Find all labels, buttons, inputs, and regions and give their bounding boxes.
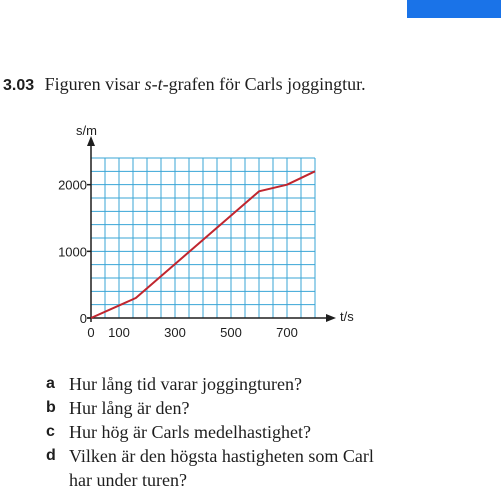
question-text: Vilken är den högsta hastigheten som Carl [69,446,374,466]
question-text: Hur lång tid varar joggingturen? [69,374,302,394]
question-letter: c [46,423,55,440]
y-axis-label: s/m [76,123,97,138]
question-text: Hur hög är Carls medelhastighet? [69,422,311,442]
question-a [46,372,374,396]
y-tick-label: 2000 [58,177,87,193]
y-tick-label: 0 [79,311,87,326]
problem-dash: - [151,74,158,94]
x-tick-label: 0 [87,325,95,340]
problem-text-after: -grafen för Carls joggingtur. [162,74,366,94]
problem-text-before: Figuren visar [44,74,145,94]
question-letter: d [46,447,56,464]
question-c [46,420,374,444]
question-text-block [69,444,374,492]
question-text: Hur lång är den? [69,398,190,418]
problem-number: 3.03 [3,77,35,94]
y-tick-label: 1000 [58,244,87,260]
x-axis-label: t/s [340,309,354,324]
x-tick-label: 100 [108,325,130,340]
x-tick-label: 700 [276,325,298,340]
problem-var-t: t [157,74,163,94]
question-letter: a [46,375,55,392]
question-d [46,444,374,492]
x-axis-arrow [326,314,336,322]
question-text-continuation: har under turen? [69,470,187,490]
x-tick-label: 500 [220,325,242,340]
chart-axes [87,136,336,322]
chart-grid [91,158,315,318]
question-letter: b [46,399,56,416]
question-list [46,372,374,492]
question-b [46,396,374,420]
x-tick-label: 300 [164,325,186,340]
problem-var-s: s [144,74,152,94]
